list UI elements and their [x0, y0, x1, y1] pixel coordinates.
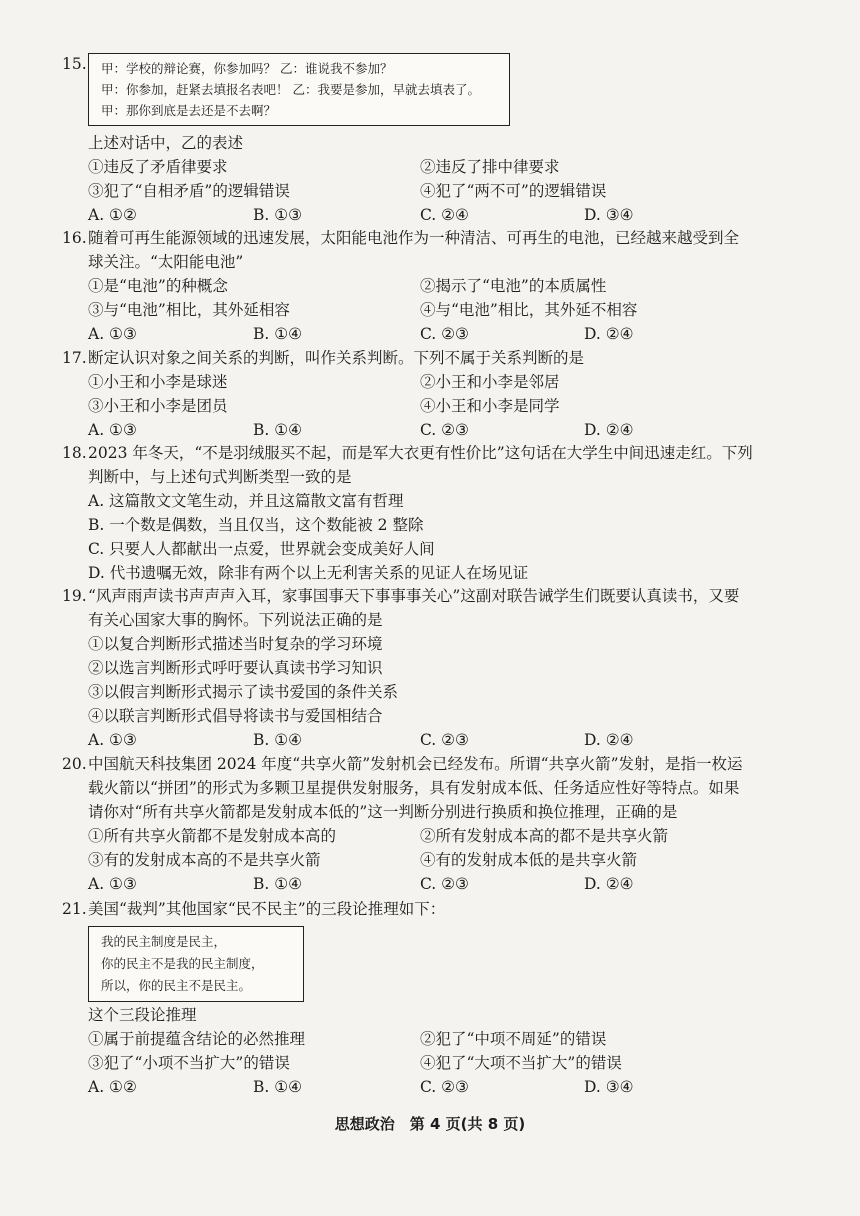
option-2: ②小王和小李是邻居: [420, 373, 560, 391]
question-stem: 美国“裁判”其他国家“民不民主”的三段论推理如下：: [88, 900, 446, 918]
question-number: 18.: [62, 444, 87, 462]
option-3: ③犯了“自相矛盾”的逻辑错误: [88, 182, 290, 200]
answer-d: D. ②④: [584, 731, 634, 749]
option-row: [88, 394, 820, 418]
option-row: [88, 155, 820, 179]
dialog-line: 甲：那你到底是去还是不去啊？: [101, 103, 277, 118]
option-2: ②以选言判断形式呼吁要认真读书学习知识: [88, 659, 383, 677]
option-1: ①所有共享火箭都不是发射成本高的: [88, 827, 337, 845]
answer-c: C. ②③: [420, 1078, 469, 1096]
option-3: ③犯了“小项不当扩大”的错误: [88, 1054, 290, 1072]
option-1: ①是“电池”的种概念: [88, 277, 228, 295]
answer-row: [88, 1075, 820, 1099]
question-18: [62, 441, 820, 585]
question-stem: 2023 年冬天，“不是羽绒服买不起，而是军大衣更有性价比”这句话在大学生中间迅速走红。下列: [88, 444, 753, 462]
question-number: 20.: [62, 755, 87, 773]
question-stem: 上述对话中，乙的表述: [88, 134, 244, 152]
answer-c: C. ②③: [420, 731, 469, 749]
answer-b: B. ①④: [253, 1078, 303, 1096]
question-stem: 请你对“所有共享火箭都是发射成本低的”这一判断分别进行换质和换位推理，正确的是: [88, 803, 678, 821]
answer-b: B. ①④: [253, 875, 303, 893]
answer-b: B. ①④: [253, 325, 303, 343]
option-4: ④犯了“大项不当扩大”的错误: [420, 1054, 622, 1072]
option-3: ③以假言判断形式揭示了读书爱国的条件关系: [88, 683, 399, 701]
question-21: [62, 897, 820, 921]
answer-a: A. ①②: [88, 1078, 137, 1096]
question-20: [62, 752, 820, 896]
question-number: 21.: [62, 900, 87, 918]
question-stem: 球关注。“太阳能电池”: [88, 253, 244, 271]
option-row: [88, 298, 820, 322]
answer-row: [88, 418, 820, 442]
premise-line: 我的民主制度是民主，: [101, 934, 227, 949]
option-3: ③小王和小李是团员: [88, 397, 228, 415]
option-1: ①小王和小李是球迷: [88, 373, 228, 391]
answer-b: B. ①④: [253, 421, 303, 439]
dialog-line: 甲：学校的辩论赛，你参加吗？ 乙：谁说我不参加？: [101, 61, 393, 76]
question-16: [62, 226, 820, 346]
option-4: ④有的发射成本低的是共享火箭: [420, 851, 638, 869]
option-3: ③有的发射成本高的不是共享火箭: [88, 851, 321, 869]
answer-d: D. ③④: [584, 206, 634, 224]
option-4: ④犯了“两不可”的逻辑错误: [420, 182, 607, 200]
option-1: ①属于前提蕴含结论的必然推理: [88, 1030, 306, 1048]
answer-row: [88, 322, 820, 346]
answer-a: A. ①③: [88, 875, 137, 893]
choice-b: B. 一个数是偶数，当且仅当，这个数能被 2 整除: [88, 516, 424, 534]
answer-row: [88, 203, 820, 227]
answer-b: B. ①③: [253, 206, 303, 224]
answer-a: A. ①③: [88, 421, 137, 439]
option-row: [88, 824, 820, 848]
answer-a: A. ①②: [88, 206, 137, 224]
question-17: [62, 346, 820, 442]
option-row: [88, 370, 820, 394]
option-4: ④以联言判断形式倡导将读书与爱国相结合: [88, 707, 383, 725]
question-number: 19.: [62, 587, 87, 605]
question-21-body: [62, 1003, 820, 1099]
answer-d: D. ③④: [584, 1078, 634, 1096]
option-row: [88, 274, 820, 298]
answer-c: C. ②③: [420, 875, 469, 893]
question-stem: 判断中，与上述句式判断类型一致的是: [88, 468, 352, 486]
answer-a: A. ①③: [88, 325, 137, 343]
question-stem: 这个三段论推理: [88, 1006, 197, 1024]
answer-d: D. ②④: [584, 325, 634, 343]
question-stem: 断定认识对象之间关系的判断，叫作关系判断。下列不属于关系判断的是: [88, 349, 585, 367]
option-3: ③与“电池”相比，其外延相容: [88, 301, 290, 319]
answer-a: A. ①③: [88, 731, 137, 749]
answer-b: B. ①④: [253, 731, 303, 749]
option-row: [88, 848, 820, 872]
option-2: ②犯了“中项不周延”的错误: [420, 1030, 607, 1048]
answer-row: [88, 728, 820, 752]
option-4: ④与“电池”相比，其外延不相容: [420, 301, 638, 319]
option-2: ②揭示了“电池”的本质属性: [420, 277, 607, 295]
question-15-body: [62, 131, 820, 227]
dialog-box: [88, 53, 510, 126]
answer-row: [88, 872, 820, 896]
option-row: [88, 1051, 820, 1075]
answer-c: C. ②④: [420, 206, 469, 224]
option-2: ②所有发射成本高的都不是共享火箭: [420, 827, 669, 845]
conclusion-line: 所以，你的民主不是民主。: [101, 978, 252, 993]
choice-c: C. 只要人人都献出一点爱，世界就会变成美好人间: [88, 540, 435, 558]
dialog-line: 甲：你参加，赶紧去填报名表吧！ 乙：我要是参加，早就去填表了。: [101, 82, 480, 97]
question-number: 15.: [62, 55, 87, 73]
answer-d: D. ②④: [584, 421, 634, 439]
option-row: [88, 1027, 820, 1051]
choice-a: A. 这篇散文文笔生动，并且这篇散文富有哲理: [88, 492, 404, 510]
option-2: ②违反了排中律要求: [420, 158, 560, 176]
question-stem: “风声雨声读书声声声入耳，家事国事天下事事事关心”这副对联告诫学生们既要认真读书，又要: [88, 587, 740, 605]
question-stem: 中国航天科技集团 2024 年度“共享火箭”发射机会已经发布。所谓“共享火箭”发射，是指一枚运: [88, 755, 743, 773]
question-stem: 随着可再生能源领域的迅速发展，太阳能电池作为一种清洁、可再生的电池，已经越来越受到全: [88, 229, 740, 247]
choice-d: D. 代书遗嘱无效，除非有两个以上无利害关系的见证人在场见证: [88, 564, 529, 582]
option-1: ①违反了矛盾律要求: [88, 158, 228, 176]
question-number: 17.: [62, 349, 87, 367]
question-stem: 有关心国家大事的胸怀。下列说法正确的是: [88, 611, 383, 629]
answer-d: D. ②④: [584, 875, 634, 893]
syllogism-box: [88, 926, 304, 1002]
option-row: [88, 179, 820, 203]
question-19: [62, 584, 820, 752]
answer-c: C. ②③: [420, 421, 469, 439]
option-1: ①以复合判断形式描述当时复杂的学习环境: [88, 635, 383, 653]
answer-c: C. ②③: [420, 325, 469, 343]
page-footer: 思想政治 第 4 页(共 8 页): [334, 1115, 526, 1133]
premise-line: 你的民主不是我的民主制度，: [101, 956, 264, 971]
question-stem: 载火箭以“拼团”的形式为多颗卫星提供发射服务，具有发射成本低、任务适应性好等特点。如果: [88, 779, 740, 797]
question-number: 16.: [62, 229, 87, 247]
option-4: ④小王和小李是同学: [420, 397, 560, 415]
